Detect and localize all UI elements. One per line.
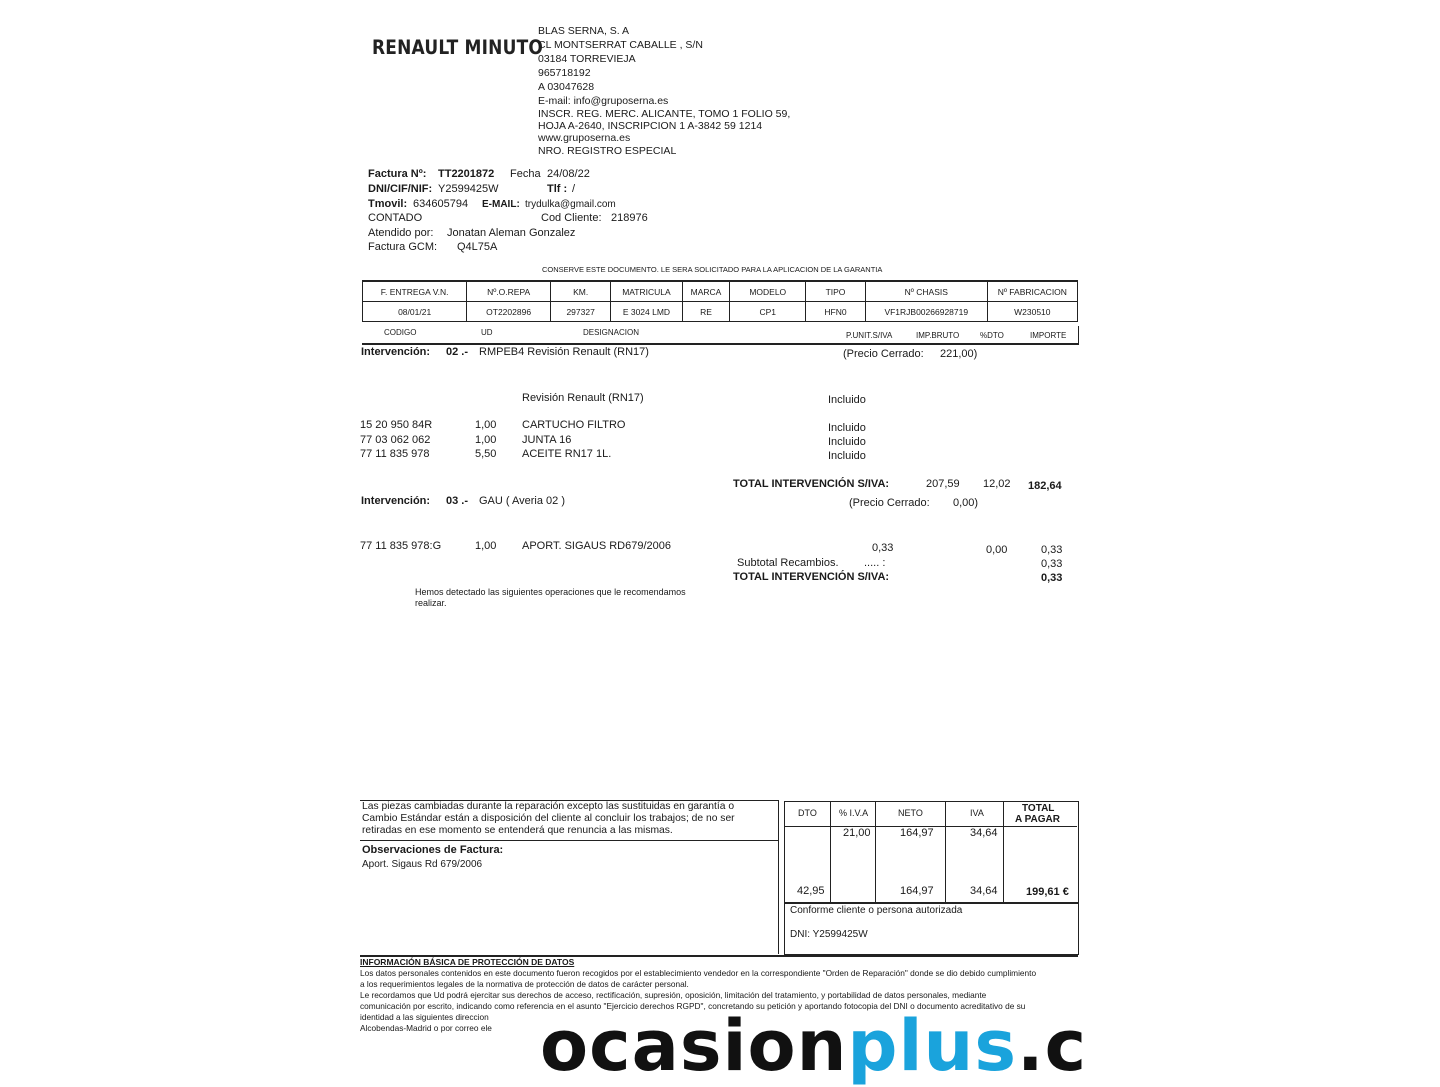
col-designacion: DESIGNACION [583, 328, 640, 337]
company-line: 965718192 [538, 67, 591, 79]
item-qty: 1,00 [475, 540, 497, 552]
contado-text: CONTADO [368, 212, 423, 224]
item-status: Incluido [828, 450, 866, 462]
email-value: trydulka@gmail.com [525, 199, 616, 210]
atendido-value: Jonatan Aleman Gonzalez [447, 227, 576, 239]
tlf-label: Tlf : [547, 183, 568, 195]
watermark-part: plus [847, 1005, 1018, 1087]
privacy-title: INFORMACIÓN BÁSICA DE PROTECCIÓN DE DATOS [360, 957, 575, 967]
intervention-02-total-label: TOTAL INTERVENCIÓN S/IVA: [733, 478, 890, 490]
brand-logo: RENAULT MINUTO [372, 36, 544, 60]
cod-cliente-value: 218976 [611, 212, 648, 224]
item-desc: CARTUCHO FILTRO [522, 419, 626, 431]
col-dto: %DTO [980, 331, 1004, 340]
privacy-line: identidad a las siguientes direccion [360, 1012, 489, 1022]
item-status: Incluido [828, 422, 866, 434]
intervention-02-precio-value: 221,00) [940, 348, 978, 360]
item-code: 77 11 835 978:G [360, 540, 442, 552]
totals-neto-final: 164,97 [900, 885, 934, 897]
vehicle-col-header: Nº.O.REPA [467, 281, 551, 302]
dni-value: Y2599425W [438, 183, 499, 195]
totals-header-total: TOTAL [1022, 803, 1055, 814]
intervention-02-number: 02 .- [446, 346, 469, 358]
company-line: INSCR. REG. MERC. ALICANTE, TOMO 1 FOLIO 59, [538, 108, 791, 120]
company-line: BLAS SERNA, S. A [538, 25, 630, 37]
item-desc: APORT. SIGAUS RD679/2006 [522, 540, 671, 552]
intervention-03-label: Intervención: [361, 495, 431, 507]
vehicle-cell: HFN0 [806, 302, 866, 322]
totals-dto: 42,95 [797, 885, 825, 897]
items-column-header [362, 326, 1079, 345]
subtotal-dots: ..... : [864, 557, 886, 569]
ocasionplus-watermark [540, 1006, 1087, 1086]
privacy-line: Los datos personales contenidos en este documento fueron recogidos por el establecimiento vendedor en la correspondiente "Orden de Reparación" donde se dio debido cumplimiento [360, 968, 1037, 978]
intervention-03-precio-value: 0,00) [953, 497, 979, 509]
company-line: NRO. REGISTRO ESPECIAL [538, 145, 677, 157]
col-impbruto: IMP.BRUTO [916, 331, 960, 340]
observaciones-title: Observaciones de Factura: [362, 844, 504, 856]
warranty-note: CONSERVE ESTE DOCUMENTO. LE SERA SOLICITADO PARA LA APLICACION DE LA GARANTIA [542, 265, 883, 274]
vehicle-col-header: MARCA [682, 281, 730, 302]
totals-header-dto: DTO [798, 808, 817, 818]
intervention-02-total-dto: 12,02 [983, 478, 1011, 490]
privacy-line: Alcobendas-Madrid o por correo ele [360, 1023, 492, 1033]
privacy-line: comunicación por escrito, indicando como referencia en el asunto "Ejercicio derechos RGPD", concretando su petición y aportando fotocopia del DNI o documento acreditativo de su [360, 1001, 1026, 1011]
garantia-line: Cambio Estándar están a disposición del cliente al concluir los trabajos; de no ser [362, 813, 735, 824]
fecha-label: Fecha [510, 168, 541, 180]
totals-iva: 34,64 [970, 827, 998, 839]
item-code: 15 20 950 84R [360, 419, 433, 431]
email-label: E-MAIL: [482, 199, 520, 210]
recommend-line: Hemos detectado las siguientes operaciones que le recomendamos [415, 587, 686, 597]
company-line: A 03047628 [538, 81, 595, 93]
item-status: Incluido [828, 436, 866, 448]
observaciones-text: Aport. Sigaus Rd 679/2006 [362, 859, 483, 870]
vehicle-cell: W230510 [987, 302, 1077, 322]
item-punit: 0,33 [872, 542, 894, 554]
subtotal-value: 0,33 [1041, 558, 1063, 570]
gcm-value: Q4L75A [457, 241, 498, 253]
intervention-03-number: 03 .- [446, 495, 469, 507]
intervention-02-title: RMPEB4 Revisión Renault (RN17) [479, 346, 649, 358]
vehicle-cell: E 3024 LMD [611, 302, 682, 322]
item-qty: 5,50 [475, 448, 497, 460]
vehicle-col-header: KM. [550, 281, 610, 302]
intervention-03-total-label: TOTAL INTERVENCIÓN S/IVA: [733, 571, 890, 583]
intervention-02-precio-label: (Precio Cerrado: [843, 348, 924, 360]
company-line: www.gruposerna.es [538, 132, 631, 144]
cod-cliente-label: Cod Cliente: [541, 212, 602, 224]
company-line: E-mail: info@gruposerna.es [538, 95, 669, 107]
signature-dni: DNI: Y2599425W [790, 929, 868, 940]
vehicle-cell: 08/01/21 [363, 302, 467, 322]
vehicle-col-header: MODELO [730, 281, 806, 302]
item-code: 77 11 835 978 [360, 448, 430, 460]
item-qty: 1,00 [475, 434, 497, 446]
dni-label: DNI/CIF/NIF: [368, 183, 433, 195]
totals-header-iva-pct: % I.V.A [839, 808, 869, 818]
total-a-pagar: 199,61 € [1026, 886, 1069, 898]
company-line: CL MONTSERRAT CABALLE , S/N [538, 39, 703, 51]
totals-iva-final: 34,64 [970, 885, 998, 897]
tlf-value: / [572, 183, 576, 195]
intervention-02-total-importe: 182,64 [1028, 480, 1062, 492]
subtotal-label: Subtotal Recambios. [737, 557, 839, 569]
vehicle-cell: OT2202896 [467, 302, 551, 322]
signature-label: Conforme cliente o persona autorizada [790, 905, 963, 916]
vehicle-col-header: Nº FABRICACION [987, 281, 1077, 302]
atendido-label: Atendido por: [368, 227, 434, 239]
col-codigo: CODIGO [384, 328, 417, 337]
company-line: HOJA A-2640, INSCRIPCION 1 A-3842 59 1214 [538, 120, 763, 132]
intervention-02-subtitle-status: Incluido [828, 394, 866, 406]
item-dto: 0,00 [986, 544, 1008, 556]
gcm-label: Factura GCM: [368, 241, 438, 253]
intervention-02-subtitle: Revisión Renault (RN17) [522, 392, 644, 404]
totals-header-neto: NETO [898, 808, 923, 818]
item-importe: 0,33 [1041, 544, 1063, 556]
factura-number: TT2201872 [438, 168, 495, 180]
intervention-02-label: Intervención: [361, 346, 431, 358]
vehicle-cell: CP1 [730, 302, 806, 322]
fecha-value: 24/08/22 [547, 168, 590, 180]
privacy-line: a los requerimientos legales de la normativa de protección de datos de carácter personal. [360, 979, 689, 989]
vehicle-col-header: Nº CHASIS [865, 281, 987, 302]
vehicle-table-row [363, 302, 1078, 322]
item-code: 77 03 062 062 [360, 434, 431, 446]
vehicle-cell: RE [682, 302, 730, 322]
recommend-line: realizar. [415, 598, 447, 608]
garantia-line: retiradas en ese momento se entenderá que renuncia a las mismas. [362, 825, 673, 836]
totals-neto: 164,97 [900, 827, 934, 839]
col-punit: P.UNIT.S/IVA [846, 331, 893, 340]
vehicle-col-header: TIPO [806, 281, 866, 302]
totals-header-iva: IVA [970, 808, 984, 818]
tmovil-label: Tmovil: [368, 198, 408, 210]
item-desc: JUNTA 16 [522, 434, 572, 446]
company-info [538, 24, 790, 158]
vehicle-table-header [363, 281, 1078, 302]
intervention-02-total-bruto: 207,59 [926, 478, 960, 490]
tmovil-value: 634605794 [413, 198, 469, 210]
observaciones-box [360, 840, 779, 954]
intervention-03-precio-label: (Precio Cerrado: [849, 497, 930, 509]
garantia-line: Las piezas cambiadas durante la reparación excepto las sustituidas en garantía o [362, 801, 735, 812]
intervention-03-title: GAU ( Averia 02 ) [479, 495, 565, 507]
watermark-part: ocasion [540, 1005, 848, 1087]
vehicle-col-header: F. ENTREGA V.N. [363, 281, 467, 302]
totals-iva-pct: 21,00 [843, 827, 871, 839]
vehicle-col-header: MATRICULA [611, 281, 682, 302]
col-ud: UD [481, 328, 493, 337]
intervention-03-total-value: 0,33 [1041, 572, 1063, 584]
watermark-part: .c [1017, 1005, 1088, 1087]
vehicle-cell: VF1RJB00266928719 [865, 302, 987, 322]
factura-label: Factura Nº: [368, 168, 427, 180]
company-line: 03184 TORREVIEJA [538, 53, 636, 65]
totals-header-a-pagar: A PAGAR [1015, 814, 1060, 825]
garantia-text [362, 801, 735, 837]
col-importe: IMPORTE [1030, 331, 1067, 340]
vehicle-cell: 297327 [550, 302, 610, 322]
privacy-line: Le recordamos que Ud podrá ejercitar sus derechos de acceso, rectificación, supresión, oposición, limitación del tratamiento, y portabilidad de datos personales, mediante [360, 990, 987, 1000]
item-desc: ACEITE RN17 1L. [522, 448, 612, 460]
item-qty: 1,00 [475, 419, 497, 431]
vehicle-table [362, 280, 1078, 322]
